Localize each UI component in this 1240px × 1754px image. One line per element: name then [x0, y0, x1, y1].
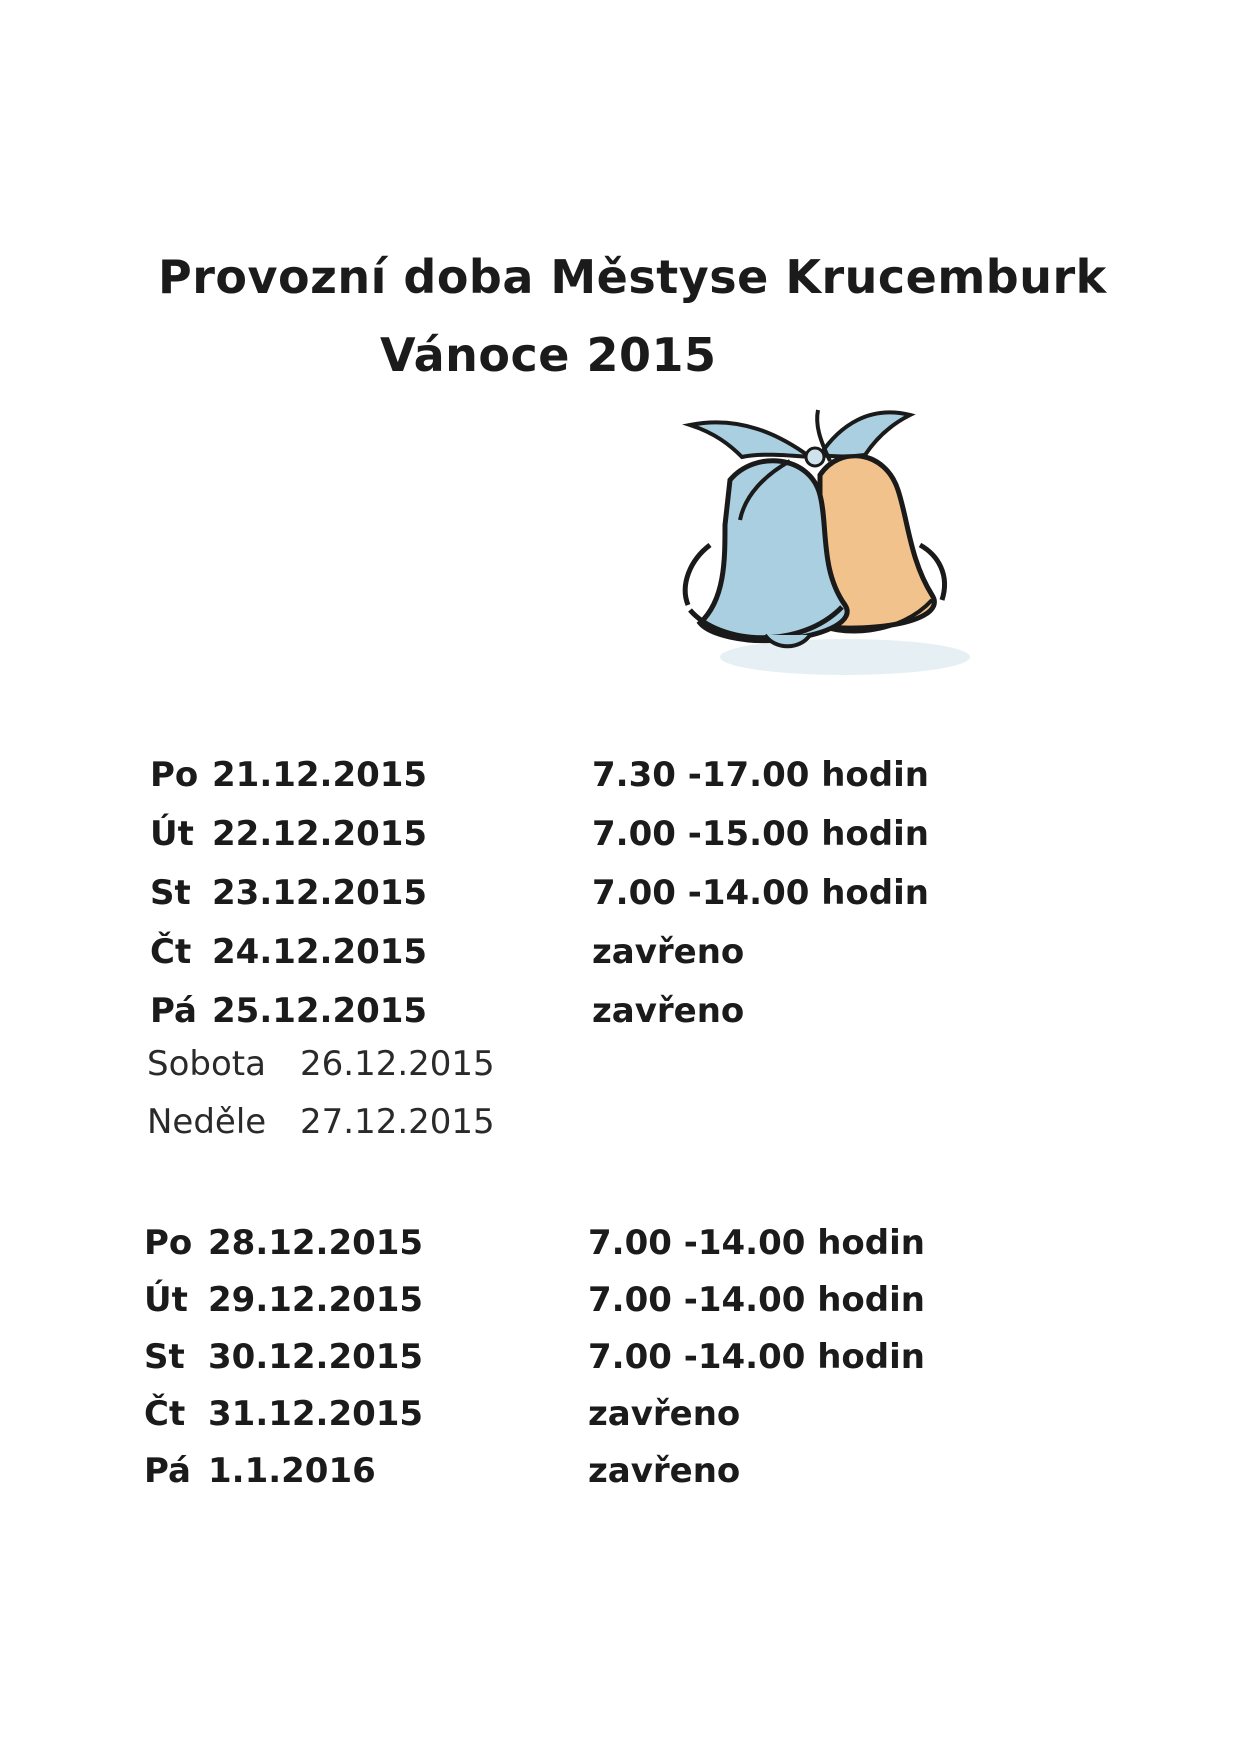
page-subtitle: Vánoce 2015 — [380, 328, 717, 382]
date-label: 29.12.2015 — [208, 1280, 424, 1320]
day-label: Neděle — [147, 1102, 267, 1142]
opening-hours: 7.00 -15.00 hodin — [592, 814, 929, 854]
schedule-row — [0, 1451, 1240, 1501]
day-label: Čt — [150, 932, 192, 972]
christmas-bells-icon — [670, 395, 980, 685]
day-label: Pá — [144, 1451, 191, 1491]
day-label: St — [144, 1337, 185, 1377]
schedule-row — [0, 932, 1240, 982]
date-label: 1.1.2016 — [208, 1451, 376, 1491]
date-label: 30.12.2015 — [208, 1337, 424, 1377]
opening-hours: zavřeno — [592, 991, 745, 1031]
page-title: Provozní doba Městyse Krucemburk — [158, 250, 1107, 304]
schedule-row — [0, 1394, 1240, 1444]
day-label: Út — [144, 1280, 188, 1320]
day-label: St — [150, 873, 191, 913]
date-label: 23.12.2015 — [212, 873, 428, 913]
weekend-row — [0, 1102, 1240, 1152]
opening-hours: 7.00 -14.00 hodin — [588, 1223, 925, 1263]
opening-hours: zavřeno — [588, 1451, 741, 1491]
schedule-row — [0, 991, 1240, 1041]
date-label: 22.12.2015 — [212, 814, 428, 854]
opening-hours: 7.00 -14.00 hodin — [592, 873, 929, 913]
date-label: 21.12.2015 — [212, 755, 428, 795]
opening-hours: 7.30 -17.00 hodin — [592, 755, 929, 795]
opening-hours: zavřeno — [592, 932, 745, 972]
opening-hours: 7.00 -14.00 hodin — [588, 1280, 925, 1320]
date-label: 27.12.2015 — [300, 1102, 495, 1142]
weekend-row — [0, 1044, 1240, 1094]
schedule-row — [0, 873, 1240, 923]
schedule-row — [0, 1223, 1240, 1273]
date-label: 25.12.2015 — [212, 991, 428, 1031]
date-label: 24.12.2015 — [212, 932, 428, 972]
day-label: Čt — [144, 1394, 186, 1434]
day-label: Po — [150, 755, 199, 795]
schedule-row — [0, 1337, 1240, 1387]
day-label: Út — [150, 814, 194, 854]
schedule-row — [0, 1280, 1240, 1330]
opening-hours: zavřeno — [588, 1394, 741, 1434]
day-label: Pá — [150, 991, 197, 1031]
schedule-row — [0, 814, 1240, 864]
schedule-row — [0, 755, 1240, 805]
date-label: 28.12.2015 — [208, 1223, 424, 1263]
date-label: 31.12.2015 — [208, 1394, 424, 1434]
day-label: Sobota — [147, 1044, 266, 1084]
date-label: 26.12.2015 — [300, 1044, 495, 1084]
opening-hours: 7.00 -14.00 hodin — [588, 1337, 925, 1377]
day-label: Po — [144, 1223, 193, 1263]
